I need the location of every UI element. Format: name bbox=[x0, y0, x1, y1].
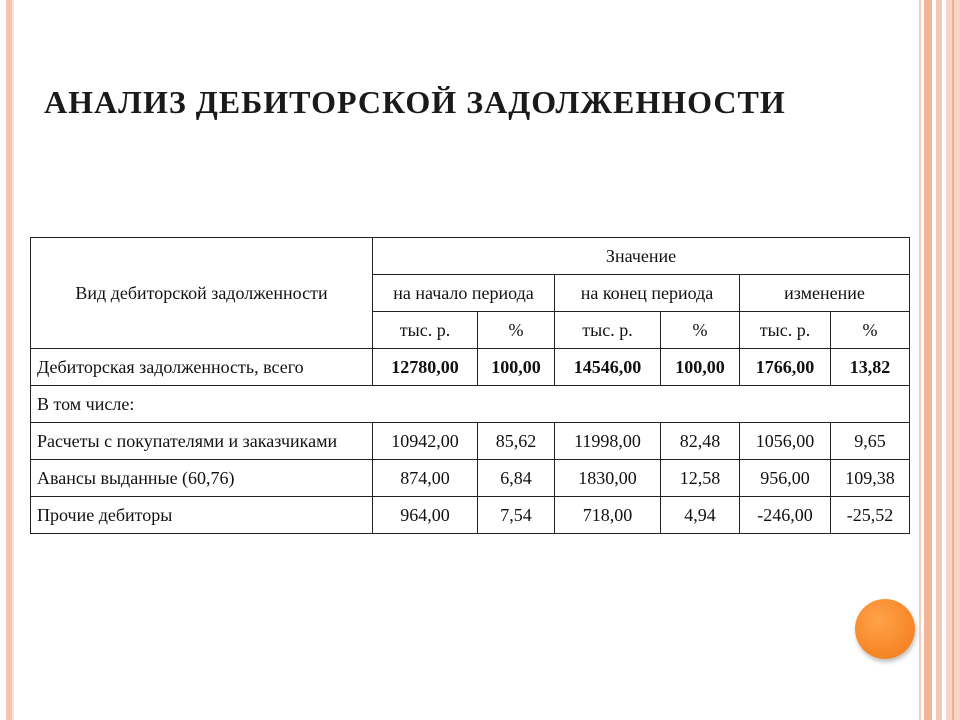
table-cell: 1056,00 bbox=[740, 423, 831, 460]
table-cell: 4,94 bbox=[661, 497, 740, 534]
header-kind-cell: Вид дебиторской задолженности bbox=[31, 238, 373, 349]
receivables-table bbox=[30, 237, 910, 534]
header-unit: тыс. р. bbox=[740, 312, 831, 349]
table-cell: 13,82 bbox=[831, 349, 910, 386]
slide-title: АНАЛИЗ ДЕБИТОРСКОЙ ЗАДОЛЖЕННОСТИ bbox=[44, 84, 786, 120]
table-row bbox=[31, 497, 910, 534]
table-cell: 12,58 bbox=[661, 460, 740, 497]
row-label: Расчеты с покупателями и заказчиками bbox=[31, 423, 373, 460]
header-unit: % bbox=[831, 312, 910, 349]
table-cell: 9,65 bbox=[831, 423, 910, 460]
header-group-change: изменение bbox=[740, 275, 910, 312]
header-group-start: на начало периода bbox=[373, 275, 555, 312]
header-row bbox=[31, 238, 910, 275]
table-cell: 12780,00 bbox=[373, 349, 478, 386]
header-group-end: на конец периода bbox=[555, 275, 740, 312]
slide-frame-right bbox=[952, 0, 954, 720]
table-cell: 1766,00 bbox=[740, 349, 831, 386]
table-cell: 100,00 bbox=[478, 349, 555, 386]
slide-frame-left-inner bbox=[12, 0, 14, 720]
slide-frame-right bbox=[919, 0, 921, 720]
slide-frame-right bbox=[936, 0, 942, 720]
row-label: Авансы выданные (60,76) bbox=[31, 460, 373, 497]
table-cell: 6,84 bbox=[478, 460, 555, 497]
table-cell: 82,48 bbox=[661, 423, 740, 460]
table-cell: 109,38 bbox=[831, 460, 910, 497]
table-cell: 85,62 bbox=[478, 423, 555, 460]
header-unit: % bbox=[478, 312, 555, 349]
table-row bbox=[31, 423, 910, 460]
table-cell: -25,52 bbox=[831, 497, 910, 534]
header-value-cell: Значение bbox=[373, 238, 910, 275]
table-row-total bbox=[31, 349, 910, 386]
header-unit: % bbox=[661, 312, 740, 349]
table-cell: 14546,00 bbox=[555, 349, 661, 386]
table-cell: 874,00 bbox=[373, 460, 478, 497]
table-row bbox=[31, 460, 910, 497]
table-cell: 11998,00 bbox=[555, 423, 661, 460]
table-cell: 10942,00 bbox=[373, 423, 478, 460]
row-label: Дебиторская задолженность, всего bbox=[31, 349, 373, 386]
table-cell: 100,00 bbox=[661, 349, 740, 386]
row-label: Прочие дебиторы bbox=[31, 497, 373, 534]
header-unit: тыс. р. bbox=[555, 312, 661, 349]
decorative-circle bbox=[855, 599, 915, 659]
table-cell: 1830,00 bbox=[555, 460, 661, 497]
table-cell: 718,00 bbox=[555, 497, 661, 534]
table-cell: 964,00 bbox=[373, 497, 478, 534]
table-cell: 7,54 bbox=[478, 497, 555, 534]
slide-frame-right bbox=[924, 0, 932, 720]
header-unit: тыс. р. bbox=[373, 312, 478, 349]
table-cell: 956,00 bbox=[740, 460, 831, 497]
table-row-subheading bbox=[31, 386, 910, 423]
table-cell: -246,00 bbox=[740, 497, 831, 534]
subheading-cell: В том числе: bbox=[31, 386, 910, 423]
